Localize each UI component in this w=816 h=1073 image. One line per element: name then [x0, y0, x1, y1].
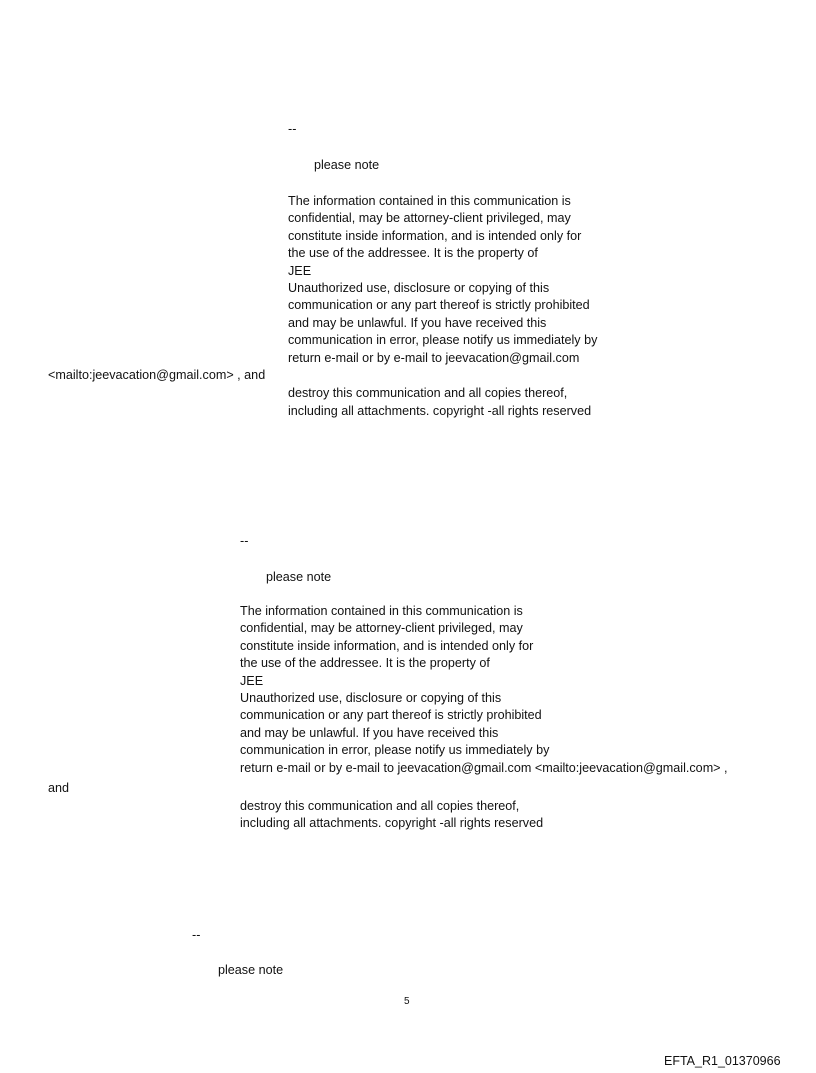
notice-line: destroy this communication and all copies thereof, [288, 386, 568, 401]
page-number: 5 [404, 996, 410, 1007]
notice-line: constitute inside information, and is intended only for [288, 228, 582, 243]
notice-line: Unauthorized use, disclosure or copying of this [240, 691, 502, 705]
notice-line: The information contained in this communication is [240, 604, 523, 618]
notice-line: return e-mail or by e-mail to jeevacation@gmail.com <mailto:jeevacation@gmail.com> , [240, 760, 728, 775]
notice-line: communication in error, please notify us immediately by [288, 333, 598, 348]
notice-line: destroy this communication and all copies thereof, [240, 799, 520, 813]
notice-line: the use of the addressee. It is the property of [288, 246, 538, 261]
separator: -- [192, 928, 201, 942]
notice-heading: please note [314, 158, 380, 172]
notice-wrap-line: and [48, 781, 70, 795]
notice-line: Unauthorized use, disclosure or copying of this [288, 281, 550, 295]
notice-line: and may be unlawful. If you have received this [288, 315, 547, 330]
notice-heading: please note [218, 963, 284, 977]
notice-line: communication in error, please notify us immediately by [240, 743, 550, 758]
notice-line: and may be unlawful. If you have received this [240, 725, 499, 740]
notice-wrap-line: <mailto:jeevacation@gmail.com> , and [48, 368, 266, 382]
notice-heading: please note [266, 570, 332, 584]
notice-line: JEE [288, 263, 312, 278]
notice-line: the use of the addressee. It is the property of [240, 656, 490, 671]
document-id: EFTA_R1_01370966 [664, 1054, 781, 1068]
notice-line: confidential, may be attorney-client privileged, may [240, 621, 523, 636]
separator: -- [240, 534, 249, 548]
notice-line: The information contained in this communication is [288, 194, 571, 208]
notice-line: communication or any part thereof is strictly prohibited [288, 298, 590, 313]
notice-line: constitute inside information, and is intended only for [240, 638, 534, 653]
notice-line: including all attachments. copyright -all rights reserved [240, 816, 544, 831]
notice-line: confidential, may be attorney-client privileged, may [288, 211, 571, 226]
notice-line: return e-mail or by e-mail to jeevacation@gmail.com [288, 350, 580, 365]
notice-line: including all attachments. copyright -all rights reserved [288, 403, 592, 418]
notice-line: communication or any part thereof is strictly prohibited [240, 708, 542, 723]
separator: -- [288, 122, 297, 136]
notice-line: JEE [240, 673, 264, 688]
